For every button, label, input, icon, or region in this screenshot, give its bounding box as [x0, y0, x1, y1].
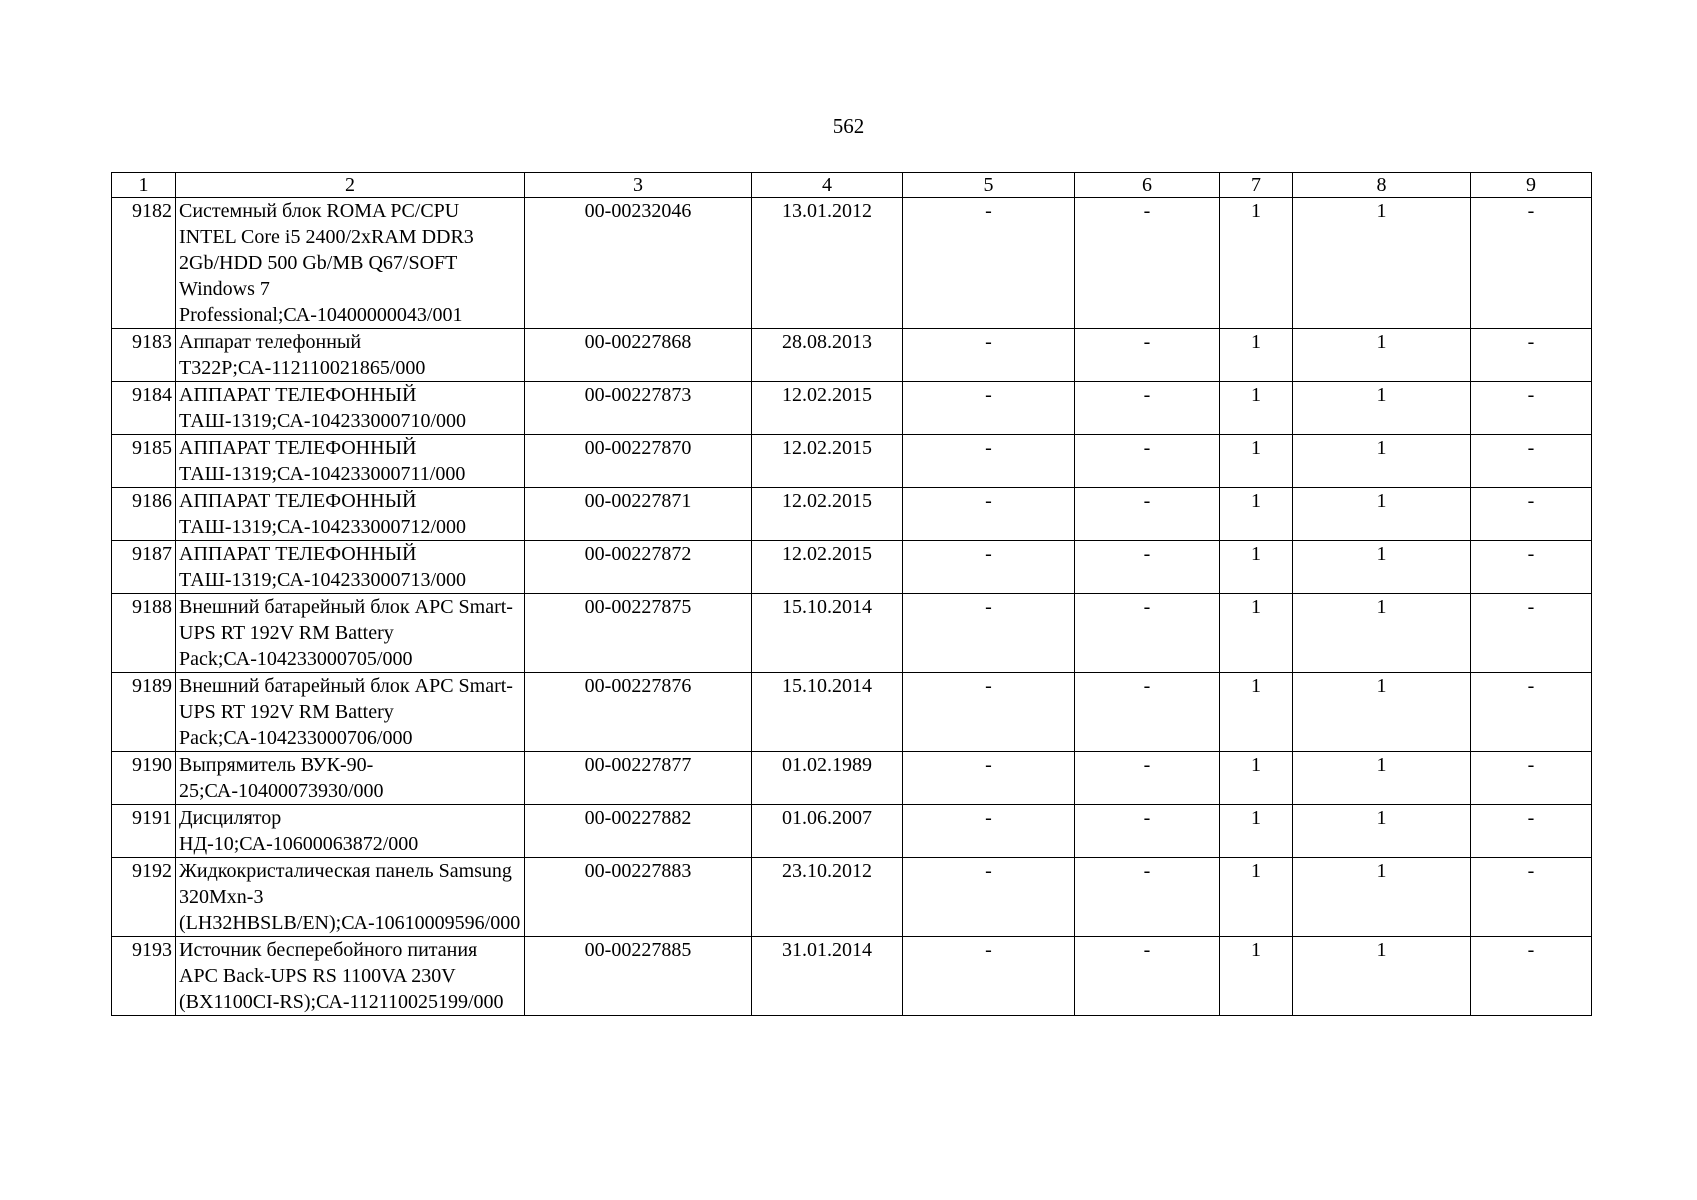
column-5-cell: - [903, 594, 1075, 673]
column-9-cell: - [1471, 673, 1592, 752]
inventory-code-cell: 00-00227873 [525, 382, 752, 435]
item-name-cell: Внешний батарейный блок APC Smart-UPS RT 192V RM Battery Pack;СА-104233000705/000 [176, 594, 525, 673]
item-number-cell: 9182 [112, 198, 176, 329]
column-6-cell: - [1075, 488, 1220, 541]
column-6-cell: - [1075, 329, 1220, 382]
column-9-cell: - [1471, 541, 1592, 594]
item-name-cell: АППАРАТ ТЕЛЕФОННЫЙ ТАШ-1319;СА-104233000710/000 [176, 382, 525, 435]
column-6-cell: - [1075, 435, 1220, 488]
table-row [112, 382, 1592, 435]
column-7-cell: 1 [1220, 594, 1293, 673]
date-cell: 12.02.2015 [752, 488, 903, 541]
inventory-code-cell: 00-00227872 [525, 541, 752, 594]
column-8-cell: 1 [1293, 541, 1471, 594]
column-8-cell: 1 [1293, 198, 1471, 329]
column-5-cell: - [903, 752, 1075, 805]
inventory-code-cell: 00-00227877 [525, 752, 752, 805]
column-8-cell: 1 [1293, 594, 1471, 673]
inventory-code-cell: 00-00227870 [525, 435, 752, 488]
column-7-cell: 1 [1220, 382, 1293, 435]
table-row [112, 198, 1592, 329]
column-6-cell: - [1075, 198, 1220, 329]
column-9-cell: - [1471, 752, 1592, 805]
column-6-cell: - [1075, 382, 1220, 435]
column-9-cell: - [1471, 858, 1592, 937]
column-8-cell: 1 [1293, 382, 1471, 435]
date-cell: 23.10.2012 [752, 858, 903, 937]
column-8-cell: 1 [1293, 752, 1471, 805]
inventory-code-cell: 00-00227871 [525, 488, 752, 541]
column-8-cell: 1 [1293, 329, 1471, 382]
item-name-cell: Выпрямитель ВУК-90-25;СА-10400073930/000 [176, 752, 525, 805]
column-8-cell: 1 [1293, 435, 1471, 488]
column-7-cell: 1 [1220, 198, 1293, 329]
item-number-cell: 9187 [112, 541, 176, 594]
item-number-cell: 9186 [112, 488, 176, 541]
column-8-cell: 1 [1293, 673, 1471, 752]
item-number-cell: 9183 [112, 329, 176, 382]
item-number-cell: 9191 [112, 805, 176, 858]
item-number-cell: 9185 [112, 435, 176, 488]
column-9-cell: - [1471, 488, 1592, 541]
page-number: 562 [832, 114, 865, 138]
table-row [112, 673, 1592, 752]
item-name-cell: Жидкокристалическая панель Samsung 320Mxn-3 (LH32HBSLB/EN);СА-10610009596/000 [176, 858, 525, 937]
column-7-cell: 1 [1220, 805, 1293, 858]
column-5-cell: - [903, 541, 1075, 594]
column-6-cell: - [1075, 937, 1220, 1016]
header-row [112, 173, 1592, 198]
column-header: 8 [1293, 173, 1471, 198]
column-header: 6 [1075, 173, 1220, 198]
column-header: 3 [525, 173, 752, 198]
item-number-cell: 9188 [112, 594, 176, 673]
inventory-code-cell: 00-00227875 [525, 594, 752, 673]
column-6-cell: - [1075, 541, 1220, 594]
item-name-cell: АППАРАТ ТЕЛЕФОННЫЙ ТАШ-1319;СА-104233000713/000 [176, 541, 525, 594]
inventory-code-cell: 00-00227876 [525, 673, 752, 752]
inventory-code-cell: 00-00227868 [525, 329, 752, 382]
column-6-cell: - [1075, 805, 1220, 858]
item-name-cell: Источник бесперебойного питания APC Back-UPS RS 1100VA 230V (BX1100CI-RS);СА-112110025199/000 [176, 937, 525, 1016]
column-9-cell: - [1471, 805, 1592, 858]
column-5-cell: - [903, 673, 1075, 752]
table-row [112, 541, 1592, 594]
date-cell: 31.01.2014 [752, 937, 903, 1016]
item-number-cell: 9192 [112, 858, 176, 937]
column-6-cell: - [1075, 858, 1220, 937]
date-cell: 12.02.2015 [752, 541, 903, 594]
column-7-cell: 1 [1220, 329, 1293, 382]
column-8-cell: 1 [1293, 488, 1471, 541]
column-9-cell: - [1471, 198, 1592, 329]
column-header: 1 [112, 173, 176, 198]
column-5-cell: - [903, 382, 1075, 435]
column-7-cell: 1 [1220, 752, 1293, 805]
item-name-cell: Внешний батарейный блок APC Smart-UPS RT 192V RM Battery Pack;СА-104233000706/000 [176, 673, 525, 752]
table-row [112, 752, 1592, 805]
column-header: 9 [1471, 173, 1592, 198]
date-cell: 15.10.2014 [752, 594, 903, 673]
column-5-cell: - [903, 858, 1075, 937]
inventory-table [111, 172, 1592, 1016]
column-6-cell: - [1075, 752, 1220, 805]
column-header: 5 [903, 173, 1075, 198]
inventory-code-cell: 00-00227882 [525, 805, 752, 858]
column-8-cell: 1 [1293, 937, 1471, 1016]
date-cell: 01.06.2007 [752, 805, 903, 858]
table-row [112, 858, 1592, 937]
column-6-cell: - [1075, 594, 1220, 673]
date-cell: 15.10.2014 [752, 673, 903, 752]
inventory-code-cell: 00-00227883 [525, 858, 752, 937]
column-9-cell: - [1471, 594, 1592, 673]
item-number-cell: 9193 [112, 937, 176, 1016]
column-9-cell: - [1471, 382, 1592, 435]
column-9-cell: - [1471, 435, 1592, 488]
column-header: 4 [752, 173, 903, 198]
column-8-cell: 1 [1293, 858, 1471, 937]
date-cell: 28.08.2013 [752, 329, 903, 382]
table-body [112, 198, 1592, 1016]
table-row [112, 805, 1592, 858]
column-9-cell: - [1471, 329, 1592, 382]
date-cell: 12.02.2015 [752, 435, 903, 488]
column-5-cell: - [903, 805, 1075, 858]
column-9-cell: - [1471, 937, 1592, 1016]
column-7-cell: 1 [1220, 673, 1293, 752]
inventory-code-cell: 00-00232046 [525, 198, 752, 329]
item-name-cell: Аппарат телефонный T322P;СА-112110021865/000 [176, 329, 525, 382]
column-5-cell: - [903, 198, 1075, 329]
column-5-cell: - [903, 329, 1075, 382]
date-cell: 01.02.1989 [752, 752, 903, 805]
column-header: 2 [176, 173, 525, 198]
column-7-cell: 1 [1220, 937, 1293, 1016]
item-name-cell: Системный блок ROMA PC/CPU INTEL Core i5 2400/2xRAM DDR3 2Gb/HDD 500 Gb/MB Q67/SOFT Windows 7 Professional;СА-10400000043/001 [176, 198, 525, 329]
column-header: 7 [1220, 173, 1293, 198]
column-8-cell: 1 [1293, 805, 1471, 858]
item-name-cell: АППАРАТ ТЕЛЕФОННЫЙ ТАШ-1319;СА-104233000712/000 [176, 488, 525, 541]
table-row [112, 435, 1592, 488]
item-name-cell: АППАРАТ ТЕЛЕФОННЫЙ ТАШ-1319;СА-104233000711/000 [176, 435, 525, 488]
column-5-cell: - [903, 435, 1075, 488]
column-5-cell: - [903, 937, 1075, 1016]
item-number-cell: 9190 [112, 752, 176, 805]
item-number-cell: 9189 [112, 673, 176, 752]
table-row [112, 488, 1592, 541]
inventory-code-cell: 00-00227885 [525, 937, 752, 1016]
date-cell: 12.02.2015 [752, 382, 903, 435]
item-number-cell: 9184 [112, 382, 176, 435]
column-7-cell: 1 [1220, 541, 1293, 594]
column-7-cell: 1 [1220, 435, 1293, 488]
table-row [112, 937, 1592, 1016]
table-row [112, 594, 1592, 673]
date-cell: 13.01.2012 [752, 198, 903, 329]
column-7-cell: 1 [1220, 858, 1293, 937]
item-name-cell: Дисцилятор НД-10;СА-10600063872/000 [176, 805, 525, 858]
column-7-cell: 1 [1220, 488, 1293, 541]
table-row [112, 329, 1592, 382]
column-6-cell: - [1075, 673, 1220, 752]
column-5-cell: - [903, 488, 1075, 541]
